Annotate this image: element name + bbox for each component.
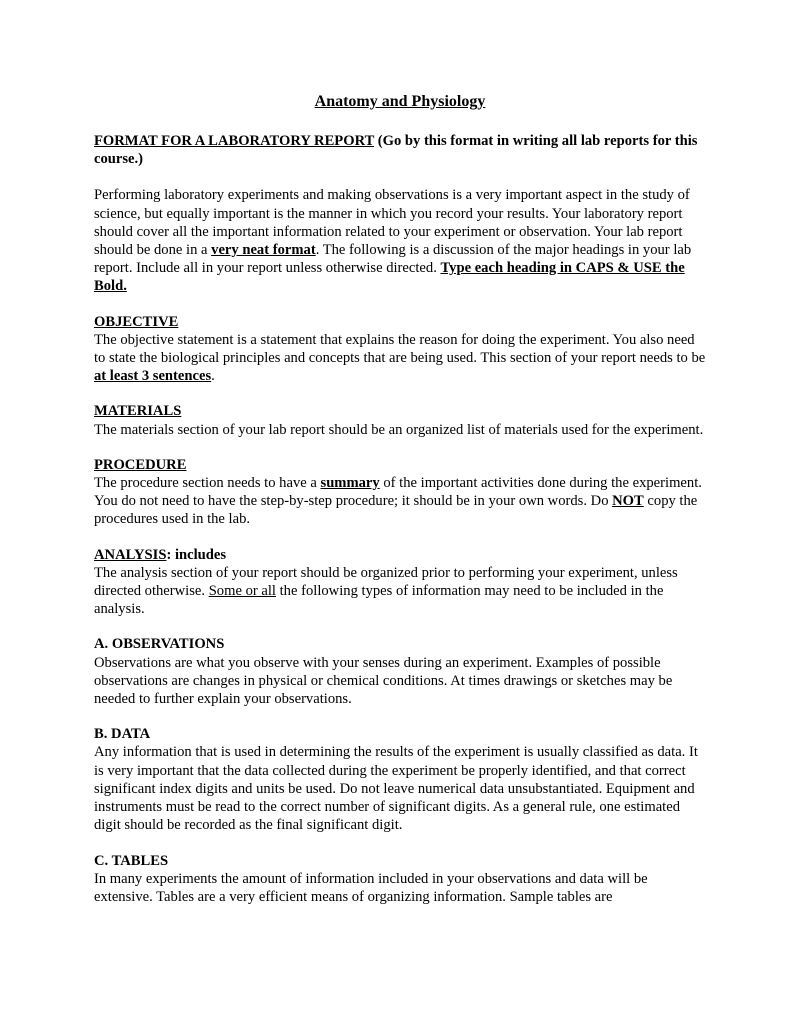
page-title: Anatomy and Physiology xyxy=(314,93,486,110)
data-section xyxy=(94,725,706,834)
objective-heading: OBJECTIVE xyxy=(94,313,179,330)
tables-section xyxy=(94,852,706,907)
tables-heading: C. TABLES xyxy=(94,852,169,869)
objective-emphasis: at least 3 sentences xyxy=(94,368,212,385)
objective-text-end: . xyxy=(211,368,215,385)
procedure-section xyxy=(94,456,706,529)
intro-paragraph xyxy=(94,186,706,295)
format-heading-underlined: FORMAT FOR A LABORATORY REPORT xyxy=(94,133,375,149)
analysis-underlined: Some or all xyxy=(208,583,276,600)
materials-text: The materials section of your lab report should be an organized list of materials used for the experiment. xyxy=(94,421,704,438)
analysis-text-start: The analysis section of your report should be organized prior to performing your experiment, unless directed otherwise. xyxy=(94,564,678,600)
procedure-text-middle: of the important activities done during the experiment. You do not need to have the step-by-step procedure; it should be in your own words. Do xyxy=(94,475,702,510)
procedure-text-start: The procedure section needs to have a xyxy=(94,475,321,492)
objective-text-main: The objective statement is a statement that explains the reason for doing the experiment. You also need to state the biological principles and concepts that are being used. This section of your report needs to be xyxy=(94,331,706,367)
document-page xyxy=(94,92,706,923)
objective-text xyxy=(94,331,706,386)
intro-text: Performing laboratory experiments and making observations is a very important aspect in the study of science, but equally important is the manner in which you record your results. Your laboratory report should cover all the important information related to your experiment or observation. Your lab report should be done in a xyxy=(94,187,690,259)
data-heading: B. DATA xyxy=(94,726,151,743)
intro-text-continued: . The following is a discussion of the major headings in your lab report. Include all in your report unless otherwise directed. xyxy=(94,242,692,277)
observations-text: Observations are what you observe with your senses during an experiment. Examples of possible observations are changes in physical or chemical conditions. At times drawings or sketches may be needed to further explain your observations. xyxy=(94,654,673,708)
objective-section xyxy=(94,313,706,386)
analysis-section xyxy=(94,546,706,619)
format-heading xyxy=(94,132,706,168)
materials-section xyxy=(94,402,706,438)
procedure-emphasis-not: NOT xyxy=(612,493,644,510)
analysis-text xyxy=(94,564,706,619)
materials-heading: MATERIALS xyxy=(94,403,182,420)
format-heading-rest: (Go by this format in writing all lab reports for this course.) xyxy=(94,133,698,168)
observations-section xyxy=(94,635,706,708)
intro-emphasis-caps: Type each heading in CAPS & USE the Bold. xyxy=(94,260,685,295)
procedure-text-end: copy the procedures used in the lab. xyxy=(94,493,698,528)
procedure-text xyxy=(94,474,706,529)
analysis-heading-suffix: : includes xyxy=(166,546,227,563)
analysis-text-end: the following types of information may need to be included in the analysis. xyxy=(94,583,664,618)
procedure-emphasis-summary: summary xyxy=(320,475,380,492)
observations-heading: A. OBSERVATIONS xyxy=(94,636,225,653)
analysis-heading xyxy=(94,546,706,564)
intro-emphasis-neat: very neat format xyxy=(211,242,316,259)
data-text: Any information that is used in determining the results of the experiment is usually classified as data. It is very important that the data collected during the experiment be properly identified, and that correct significant index digits and units be used. Do not leave numerical data unsubstantiated. Equipment and instruments must be read to the correct number of significant digits. As a general rule, one estimated digit should be recorded as the final significant digit. xyxy=(94,744,698,834)
tables-text: In many experiments the amount of information included in your observations and data will be extensive. Tables are a very efficient means of organizing information. Sample tables are xyxy=(94,870,648,905)
analysis-heading-label: ANALYSIS xyxy=(94,546,167,563)
procedure-heading: PROCEDURE xyxy=(94,456,187,473)
